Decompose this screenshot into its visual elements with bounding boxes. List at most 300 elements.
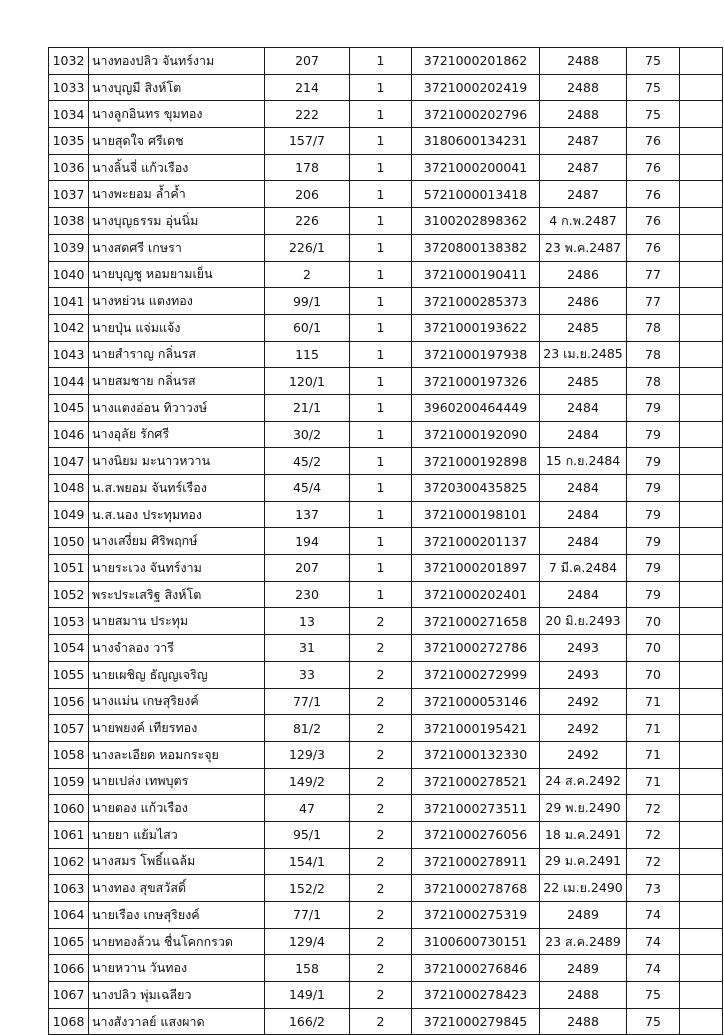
- row-number-cell: 1039: [49, 234, 89, 261]
- citizen-id-cell: 3721000202796: [412, 101, 540, 128]
- note-cell: [680, 902, 723, 929]
- person-name-cell: นายสมชาย กลิ่นรส: [89, 368, 265, 395]
- birth-date-cell: 2485: [540, 368, 627, 395]
- village-number-cell: 2: [350, 982, 412, 1009]
- house-number-cell: 2: [265, 261, 350, 288]
- person-name-cell: นางทอง สุขสวัสดิ์: [89, 875, 265, 902]
- person-name-cell: นายปุ่น แจ่มแจ้ง: [89, 314, 265, 341]
- birth-date-cell: 2484: [540, 581, 627, 608]
- age-cell: 76: [627, 208, 680, 235]
- birth-date-cell: 23 พ.ค.2487: [540, 234, 627, 261]
- person-name-cell: นางสังวาลย์ แสงผาด: [89, 1008, 265, 1035]
- table-row: [49, 154, 723, 181]
- person-name-cell: นายตอง แก้วเรือง: [89, 795, 265, 822]
- citizen-id-cell: 3721000275319: [412, 902, 540, 929]
- birth-date-cell: 2492: [540, 715, 627, 742]
- age-cell: 71: [627, 768, 680, 795]
- citizen-id-cell: 3721000200041: [412, 154, 540, 181]
- birth-date-cell: 29 ม.ค.2491: [540, 848, 627, 875]
- birth-date-cell: 2488: [540, 101, 627, 128]
- citizen-id-cell: 3960200464449: [412, 394, 540, 421]
- birth-date-cell: 18 ม.ค.2491: [540, 821, 627, 848]
- citizen-id-cell: 3721000198101: [412, 501, 540, 528]
- age-cell: 74: [627, 955, 680, 982]
- row-number-cell: 1061: [49, 821, 89, 848]
- age-cell: 75: [627, 74, 680, 101]
- row-number-cell: 1054: [49, 635, 89, 662]
- age-cell: 76: [627, 234, 680, 261]
- table-row: [49, 448, 723, 475]
- table-row: [49, 848, 723, 875]
- birth-date-cell: 2487: [540, 181, 627, 208]
- village-number-cell: 1: [350, 528, 412, 555]
- table-row: [49, 741, 723, 768]
- house-number-cell: 207: [265, 48, 350, 75]
- row-number-cell: 1066: [49, 955, 89, 982]
- person-name-cell: นายระเวง จันทร์งาม: [89, 555, 265, 582]
- village-number-cell: 2: [350, 902, 412, 929]
- row-number-cell: 1055: [49, 661, 89, 688]
- age-cell: 70: [627, 608, 680, 635]
- house-number-cell: 206: [265, 181, 350, 208]
- house-number-cell: 149/1: [265, 982, 350, 1009]
- birth-date-cell: 2487: [540, 154, 627, 181]
- birth-date-cell: 20 มิ.ย.2493: [540, 608, 627, 635]
- citizen-id-cell: 3721000190411: [412, 261, 540, 288]
- row-number-cell: 1052: [49, 581, 89, 608]
- row-number-cell: 1040: [49, 261, 89, 288]
- note-cell: [680, 715, 723, 742]
- village-number-cell: 2: [350, 608, 412, 635]
- person-name-cell: นายเรือง เกษสุริยงค์: [89, 902, 265, 929]
- citizen-id-cell: 3721000278768: [412, 875, 540, 902]
- house-number-cell: 154/1: [265, 848, 350, 875]
- note-cell: [680, 555, 723, 582]
- age-cell: 75: [627, 982, 680, 1009]
- note-cell: [680, 448, 723, 475]
- village-number-cell: 2: [350, 955, 412, 982]
- age-cell: 79: [627, 555, 680, 582]
- person-name-cell: นางลิ้นจี่ แก้วเรือง: [89, 154, 265, 181]
- birth-date-cell: 2493: [540, 661, 627, 688]
- person-name-cell: นางนิยม มะนาวหวาน: [89, 448, 265, 475]
- table-row: [49, 715, 723, 742]
- person-name-cell: นายทองล้วน ชื่นโคกกรวด: [89, 928, 265, 955]
- person-name-cell: นายเผชิญ ธัญญเจริญ: [89, 661, 265, 688]
- house-number-cell: 77/1: [265, 902, 350, 929]
- note-cell: [680, 234, 723, 261]
- note-cell: [680, 768, 723, 795]
- person-name-cell: นางจำลอง วารี: [89, 635, 265, 662]
- row-number-cell: 1057: [49, 715, 89, 742]
- row-number-cell: 1048: [49, 475, 89, 502]
- birth-date-cell: 23 ส.ค.2489: [540, 928, 627, 955]
- birth-date-cell: 4 ก.พ.2487: [540, 208, 627, 235]
- citizen-id-cell: 3721000273511: [412, 795, 540, 822]
- village-number-cell: 1: [350, 74, 412, 101]
- age-cell: 71: [627, 741, 680, 768]
- house-number-cell: 194: [265, 528, 350, 555]
- note-cell: [680, 848, 723, 875]
- house-number-cell: 149/2: [265, 768, 350, 795]
- row-number-cell: 1038: [49, 208, 89, 235]
- citizen-id-cell: 3721000201137: [412, 528, 540, 555]
- table-row: [49, 368, 723, 395]
- age-cell: 78: [627, 314, 680, 341]
- table-row: [49, 635, 723, 662]
- row-number-cell: 1045: [49, 394, 89, 421]
- person-name-cell: นางลูกอินทร ขุมทอง: [89, 101, 265, 128]
- citizen-id-cell: 3721000202401: [412, 581, 540, 608]
- age-cell: 70: [627, 661, 680, 688]
- birth-date-cell: 2484: [540, 528, 627, 555]
- village-number-cell: 1: [350, 48, 412, 75]
- row-number-cell: 1062: [49, 848, 89, 875]
- person-name-cell: นางบุญมี สิงห์โต: [89, 74, 265, 101]
- village-number-cell: 2: [350, 875, 412, 902]
- person-name-cell: นายยา แย้มไสว: [89, 821, 265, 848]
- table-row: [49, 234, 723, 261]
- village-number-cell: 2: [350, 848, 412, 875]
- citizen-id-cell: 3721000278911: [412, 848, 540, 875]
- row-number-cell: 1037: [49, 181, 89, 208]
- house-number-cell: 178: [265, 154, 350, 181]
- age-cell: 79: [627, 394, 680, 421]
- age-cell: 79: [627, 501, 680, 528]
- citizen-id-cell: 3721000202419: [412, 74, 540, 101]
- table-row: [49, 955, 723, 982]
- house-number-cell: 115: [265, 341, 350, 368]
- row-number-cell: 1056: [49, 688, 89, 715]
- age-cell: 76: [627, 128, 680, 155]
- person-name-cell: นางสมร โพธิ์แฉล้ม: [89, 848, 265, 875]
- note-cell: [680, 261, 723, 288]
- house-number-cell: 30/2: [265, 421, 350, 448]
- age-cell: 77: [627, 261, 680, 288]
- table-row: [49, 74, 723, 101]
- citizen-id-cell: 3721000195421: [412, 715, 540, 742]
- house-number-cell: 47: [265, 795, 350, 822]
- note-cell: [680, 181, 723, 208]
- person-name-cell: นายหวาน วันทอง: [89, 955, 265, 982]
- age-cell: 79: [627, 448, 680, 475]
- age-cell: 72: [627, 848, 680, 875]
- row-number-cell: 1065: [49, 928, 89, 955]
- village-number-cell: 1: [350, 368, 412, 395]
- person-name-cell: นายพยงค์ เทียรทอง: [89, 715, 265, 742]
- birth-date-cell: 2488: [540, 48, 627, 75]
- row-number-cell: 1050: [49, 528, 89, 555]
- note-cell: [680, 314, 723, 341]
- birth-date-cell: 2492: [540, 741, 627, 768]
- row-number-cell: 1043: [49, 341, 89, 368]
- age-cell: 72: [627, 795, 680, 822]
- birth-date-cell: 2488: [540, 74, 627, 101]
- row-number-cell: 1059: [49, 768, 89, 795]
- row-number-cell: 1032: [49, 48, 89, 75]
- note-cell: [680, 635, 723, 662]
- birth-date-cell: 29 พ.ย.2490: [540, 795, 627, 822]
- age-cell: 70: [627, 635, 680, 662]
- table-body: [49, 48, 723, 1035]
- note-cell: [680, 982, 723, 1009]
- row-number-cell: 1036: [49, 154, 89, 181]
- table-row: [49, 768, 723, 795]
- person-name-cell: นางอุลัย รักศรี: [89, 421, 265, 448]
- table-row: [49, 421, 723, 448]
- age-cell: 71: [627, 688, 680, 715]
- row-number-cell: 1064: [49, 902, 89, 929]
- birth-date-cell: 15 ก.ย.2484: [540, 448, 627, 475]
- table-row: [49, 581, 723, 608]
- citizen-id-cell: 3180600134231: [412, 128, 540, 155]
- table-row: [49, 341, 723, 368]
- village-number-cell: 1: [350, 341, 412, 368]
- citizen-id-cell: 3721000276846: [412, 955, 540, 982]
- note-cell: [680, 955, 723, 982]
- birth-date-cell: 2486: [540, 288, 627, 315]
- citizen-id-cell: 3721000271658: [412, 608, 540, 635]
- person-name-cell: พระประเสริฐ สิงห์โต: [89, 581, 265, 608]
- table-row: [49, 902, 723, 929]
- village-number-cell: 1: [350, 288, 412, 315]
- village-number-cell: 1: [350, 261, 412, 288]
- table-row: [49, 608, 723, 635]
- row-number-cell: 1047: [49, 448, 89, 475]
- citizen-id-cell: 3721000197326: [412, 368, 540, 395]
- village-number-cell: 1: [350, 234, 412, 261]
- citizen-id-cell: 3721000201897: [412, 555, 540, 582]
- note-cell: [680, 928, 723, 955]
- row-number-cell: 1041: [49, 288, 89, 315]
- person-name-cell: นางสดศรี เกษรา: [89, 234, 265, 261]
- house-number-cell: 226/1: [265, 234, 350, 261]
- age-cell: 75: [627, 101, 680, 128]
- citizen-id-cell: 3721000272999: [412, 661, 540, 688]
- table-row: [49, 128, 723, 155]
- village-number-cell: 1: [350, 501, 412, 528]
- table-row: [49, 875, 723, 902]
- note-cell: [680, 661, 723, 688]
- note-cell: [680, 48, 723, 75]
- house-number-cell: 157/7: [265, 128, 350, 155]
- village-number-cell: 2: [350, 821, 412, 848]
- age-cell: 76: [627, 181, 680, 208]
- note-cell: [680, 421, 723, 448]
- house-number-cell: 166/2: [265, 1008, 350, 1035]
- house-number-cell: 31: [265, 635, 350, 662]
- person-name-cell: น.ส.พยอม จันทร์เรือง: [89, 475, 265, 502]
- person-name-cell: นายสมาน ประทุม: [89, 608, 265, 635]
- age-cell: 75: [627, 1008, 680, 1035]
- row-number-cell: 1058: [49, 741, 89, 768]
- table-row: [49, 982, 723, 1009]
- note-cell: [680, 128, 723, 155]
- table-row: [49, 101, 723, 128]
- age-cell: 79: [627, 528, 680, 555]
- age-cell: 74: [627, 928, 680, 955]
- village-number-cell: 1: [350, 101, 412, 128]
- village-number-cell: 1: [350, 128, 412, 155]
- birth-date-cell: 2485: [540, 314, 627, 341]
- note-cell: [680, 608, 723, 635]
- table-row: [49, 475, 723, 502]
- person-name-cell: นายสำราญ กลิ่นรส: [89, 341, 265, 368]
- village-number-cell: 1: [350, 555, 412, 582]
- birth-date-cell: 2484: [540, 501, 627, 528]
- elderly-registry-table: [48, 47, 723, 1035]
- row-number-cell: 1049: [49, 501, 89, 528]
- village-number-cell: 1: [350, 208, 412, 235]
- person-name-cell: นางทองปลิว จันทร์งาม: [89, 48, 265, 75]
- note-cell: [680, 821, 723, 848]
- birth-date-cell: 2493: [540, 635, 627, 662]
- note-cell: [680, 1008, 723, 1035]
- house-number-cell: 45/4: [265, 475, 350, 502]
- village-number-cell: 1: [350, 394, 412, 421]
- note-cell: [680, 528, 723, 555]
- birth-date-cell: 2489: [540, 902, 627, 929]
- table-row: [49, 795, 723, 822]
- table-row: [49, 181, 723, 208]
- table-row: [49, 1008, 723, 1035]
- note-cell: [680, 341, 723, 368]
- house-number-cell: 13: [265, 608, 350, 635]
- table-row: [49, 501, 723, 528]
- person-name-cell: นายสุดใจ ศรีเดช: [89, 128, 265, 155]
- citizen-id-cell: 3100202898362: [412, 208, 540, 235]
- row-number-cell: 1067: [49, 982, 89, 1009]
- person-name-cell: น.ส.นอง ประทุมทอง: [89, 501, 265, 528]
- table-row: [49, 821, 723, 848]
- citizen-id-cell: 3721000192090: [412, 421, 540, 448]
- citizen-id-cell: 3721000197938: [412, 341, 540, 368]
- note-cell: [680, 875, 723, 902]
- row-number-cell: 1068: [49, 1008, 89, 1035]
- house-number-cell: 214: [265, 74, 350, 101]
- table-row: [49, 528, 723, 555]
- row-number-cell: 1063: [49, 875, 89, 902]
- age-cell: 79: [627, 421, 680, 448]
- birth-date-cell: 2484: [540, 475, 627, 502]
- citizen-id-cell: 3721000053146: [412, 688, 540, 715]
- house-number-cell: 129/3: [265, 741, 350, 768]
- table-row: [49, 555, 723, 582]
- row-number-cell: 1044: [49, 368, 89, 395]
- age-cell: 76: [627, 154, 680, 181]
- table-row: [49, 661, 723, 688]
- citizen-id-cell: 3721000285373: [412, 288, 540, 315]
- table-row: [49, 48, 723, 75]
- row-number-cell: 1053: [49, 608, 89, 635]
- note-cell: [680, 501, 723, 528]
- row-number-cell: 1046: [49, 421, 89, 448]
- birth-date-cell: 2484: [540, 421, 627, 448]
- age-cell: 78: [627, 341, 680, 368]
- house-number-cell: 120/1: [265, 368, 350, 395]
- note-cell: [680, 101, 723, 128]
- birth-date-cell: 2488: [540, 1008, 627, 1035]
- village-number-cell: 2: [350, 1008, 412, 1035]
- citizen-id-cell: 3721000272786: [412, 635, 540, 662]
- row-number-cell: 1035: [49, 128, 89, 155]
- citizen-id-cell: 3721000276056: [412, 821, 540, 848]
- birth-date-cell: 2487: [540, 128, 627, 155]
- citizen-id-cell: 3720300435825: [412, 475, 540, 502]
- note-cell: [680, 74, 723, 101]
- house-number-cell: 45/2: [265, 448, 350, 475]
- village-number-cell: 2: [350, 741, 412, 768]
- row-number-cell: 1051: [49, 555, 89, 582]
- house-number-cell: 207: [265, 555, 350, 582]
- age-cell: 75: [627, 48, 680, 75]
- note-cell: [680, 475, 723, 502]
- person-name-cell: นางแม่น เกษสุริยงค์: [89, 688, 265, 715]
- village-number-cell: 1: [350, 154, 412, 181]
- birth-date-cell: 2484: [540, 394, 627, 421]
- birth-date-cell: 23 เม.ย.2485: [540, 341, 627, 368]
- age-cell: 74: [627, 902, 680, 929]
- person-name-cell: นายเปล่ง เทพบุตร: [89, 768, 265, 795]
- table-row: [49, 688, 723, 715]
- birth-date-cell: 2492: [540, 688, 627, 715]
- table-row: [49, 288, 723, 315]
- row-number-cell: 1060: [49, 795, 89, 822]
- birth-date-cell: 2486: [540, 261, 627, 288]
- house-number-cell: 81/2: [265, 715, 350, 742]
- house-number-cell: 137: [265, 501, 350, 528]
- village-number-cell: 2: [350, 768, 412, 795]
- citizen-id-cell: 3100600730151: [412, 928, 540, 955]
- house-number-cell: 95/1: [265, 821, 350, 848]
- note-cell: [680, 581, 723, 608]
- village-number-cell: 2: [350, 635, 412, 662]
- citizen-id-cell: 5721000013418: [412, 181, 540, 208]
- note-cell: [680, 154, 723, 181]
- table-row: [49, 928, 723, 955]
- house-number-cell: 226: [265, 208, 350, 235]
- birth-date-cell: 2489: [540, 955, 627, 982]
- person-name-cell: นางบุญธรรม อุ่นนิ่ม: [89, 208, 265, 235]
- person-name-cell: นางละเอียด หอมกระจุย: [89, 741, 265, 768]
- row-number-cell: 1033: [49, 74, 89, 101]
- village-number-cell: 1: [350, 581, 412, 608]
- note-cell: [680, 394, 723, 421]
- village-number-cell: 2: [350, 928, 412, 955]
- house-number-cell: 222: [265, 101, 350, 128]
- note-cell: [680, 688, 723, 715]
- document-page: [48, 47, 678, 1035]
- age-cell: 73: [627, 875, 680, 902]
- village-number-cell: 2: [350, 661, 412, 688]
- age-cell: 79: [627, 475, 680, 502]
- village-number-cell: 1: [350, 421, 412, 448]
- table-row: [49, 208, 723, 235]
- birth-date-cell: 2488: [540, 982, 627, 1009]
- citizen-id-cell: 3721000278521: [412, 768, 540, 795]
- person-name-cell: นางพะยอม ล้ำค้ำ: [89, 181, 265, 208]
- citizen-id-cell: 3721000193622: [412, 314, 540, 341]
- person-name-cell: นางแตงอ่อน ทิวาวงษ์: [89, 394, 265, 421]
- house-number-cell: 152/2: [265, 875, 350, 902]
- village-number-cell: 1: [350, 448, 412, 475]
- table-row: [49, 394, 723, 421]
- age-cell: 79: [627, 581, 680, 608]
- citizen-id-cell: 3721000201862: [412, 48, 540, 75]
- person-name-cell: นางเสงี่ยม ศิริพฤกษ์: [89, 528, 265, 555]
- house-number-cell: 77/1: [265, 688, 350, 715]
- citizen-id-cell: 3721000278423: [412, 982, 540, 1009]
